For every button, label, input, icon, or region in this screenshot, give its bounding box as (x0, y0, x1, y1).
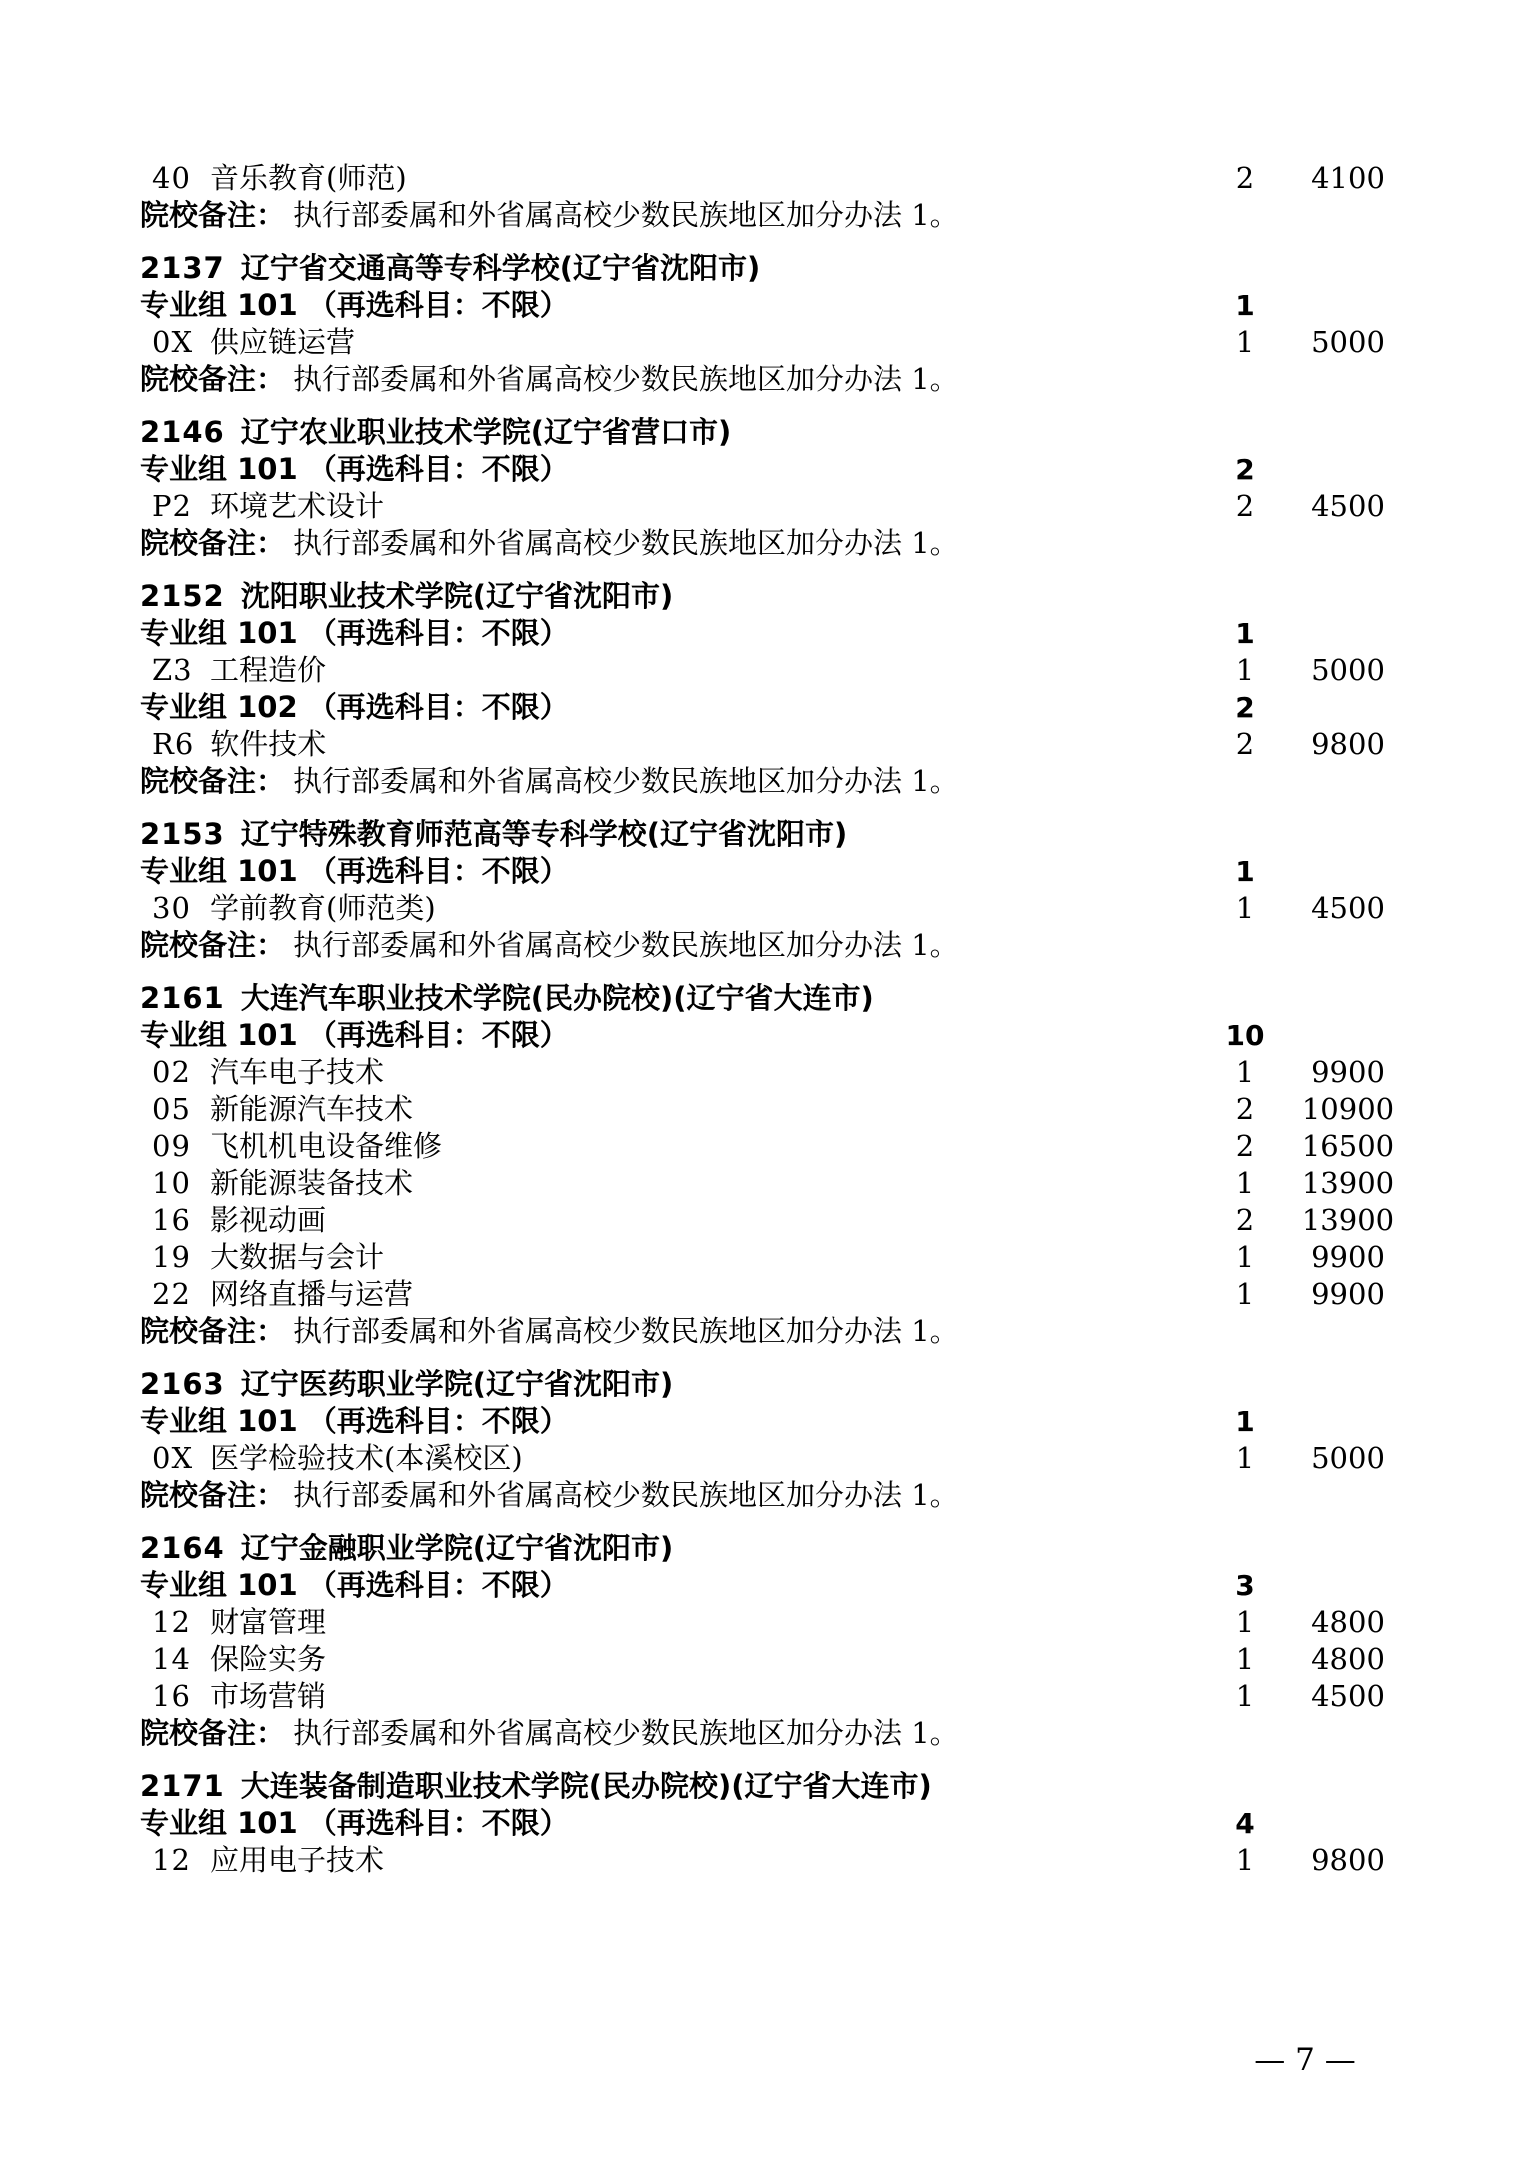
major-name: 应用电子技术 (210, 1843, 385, 1877)
major-row (0, 1239, 1517, 1276)
major-row (0, 1165, 1517, 1202)
major-row (0, 1276, 1517, 1313)
tuition-cell: 4100 (1311, 161, 1385, 195)
major-group-row (0, 451, 1517, 488)
remark-text: 执行部委属和外省属高校少数民族地区加分办法 1。 (293, 198, 959, 232)
school-header-row (0, 1768, 1517, 1805)
major-group-row (0, 287, 1517, 324)
tuition-cell: 5000 (1311, 325, 1385, 359)
major-group-label: 专业组 101 （再选科目：不限） (140, 1018, 569, 1052)
major-name: 工程造价 (210, 653, 327, 687)
major-group-label: 专业组 101 （再选科目：不限） (140, 1404, 569, 1438)
school-remark-row (0, 525, 1517, 562)
major-name: 音乐教育(师范) (210, 161, 407, 195)
remark-text: 执行部委属和外省属高校少数民族地区加分办法 1。 (293, 1716, 959, 1750)
school-header-row (0, 414, 1517, 451)
plan-count-cell: 1 (1235, 1679, 1255, 1713)
plan-count-cell: 2 (1235, 727, 1255, 761)
school-remark-row (0, 1313, 1517, 1350)
major-row (0, 1128, 1517, 1165)
remark-label: 院校备注： (140, 1478, 286, 1512)
school-code: 2153 (140, 817, 225, 851)
school-header-row (0, 1366, 1517, 1403)
tuition-cell: 9900 (1311, 1240, 1385, 1274)
plan-count-cell: 2 (1235, 691, 1255, 724)
major-row (0, 160, 1517, 197)
school-remark-row (0, 361, 1517, 398)
major-name: 影视动画 (210, 1203, 327, 1237)
major-name: 保险实务 (210, 1642, 327, 1676)
major-code: 12 (152, 1843, 191, 1877)
tuition-cell: 4500 (1311, 1679, 1385, 1713)
major-row (0, 890, 1517, 927)
plan-count-cell: 1 (1235, 1166, 1255, 1200)
plan-count-cell: 1 (1235, 891, 1255, 925)
major-row (0, 1678, 1517, 1715)
plan-count-cell: 1 (1235, 1605, 1255, 1639)
school-code: 2152 (140, 579, 225, 613)
tuition-cell: 5000 (1311, 653, 1385, 687)
plan-count-cell: 2 (1235, 1092, 1255, 1126)
school-name: 大连汽车职业技术学院(民办院校)(辽宁省大连市) (240, 981, 874, 1015)
tuition-cell: 5000 (1311, 1441, 1385, 1475)
plan-count-cell: 2 (1235, 489, 1255, 523)
tuition-cell: 9800 (1311, 1843, 1385, 1877)
tuition-cell: 4500 (1311, 891, 1385, 925)
major-name: 医学检验技术(本溪校区) (210, 1441, 523, 1475)
major-code: 0X (152, 1441, 194, 1475)
plan-count-cell: 1 (1235, 1405, 1255, 1438)
admission-plan-list (0, 160, 1517, 1879)
major-code: 02 (152, 1055, 191, 1089)
school-name: 辽宁省交通高等专科学校(辽宁省沈阳市) (240, 251, 761, 285)
major-code: 40 (152, 161, 191, 195)
major-row (0, 324, 1517, 361)
major-name: 汽车电子技术 (210, 1055, 385, 1089)
major-row (0, 1440, 1517, 1477)
major-row (0, 652, 1517, 689)
major-row (0, 1641, 1517, 1678)
major-row (0, 1091, 1517, 1128)
major-code: 05 (152, 1092, 191, 1126)
major-name: 财富管理 (210, 1605, 327, 1639)
major-code: 30 (152, 891, 191, 925)
major-row (0, 1604, 1517, 1641)
major-name: 飞机机电设备维修 (210, 1129, 443, 1163)
school-code: 2171 (140, 1769, 225, 1803)
remark-label: 院校备注： (140, 1314, 286, 1348)
major-name: 供应链运营 (210, 325, 356, 359)
major-name: 环境艺术设计 (210, 489, 385, 523)
plan-count-cell: 1 (1235, 653, 1255, 687)
plan-count-cell: 2 (1235, 1129, 1255, 1163)
major-group-label: 专业组 101 （再选科目：不限） (140, 616, 569, 650)
major-group-label: 专业组 101 （再选科目：不限） (140, 1806, 569, 1840)
major-code: P2 (152, 489, 192, 523)
tuition-cell: 4500 (1311, 489, 1385, 523)
major-code: 22 (152, 1277, 191, 1311)
school-name: 大连装备制造职业技术学院(民办院校)(辽宁省大连市) (240, 1769, 932, 1803)
plan-count-cell: 1 (1235, 289, 1255, 322)
plan-count-cell: 3 (1235, 1569, 1255, 1602)
school-remark-row (0, 197, 1517, 234)
remark-text: 执行部委属和外省属高校少数民族地区加分办法 1。 (293, 1314, 959, 1348)
remark-label: 院校备注： (140, 1716, 286, 1750)
major-row (0, 1202, 1517, 1239)
school-name: 沈阳职业技术学院(辽宁省沈阳市) (240, 579, 674, 613)
plan-count-cell: 2 (1235, 453, 1255, 486)
major-name: 新能源装备技术 (210, 1166, 414, 1200)
plan-count-cell: 10 (1225, 1019, 1265, 1052)
school-code: 2163 (140, 1367, 225, 1401)
major-group-row (0, 1017, 1517, 1054)
major-group-row (0, 689, 1517, 726)
plan-count-cell: 1 (1235, 1642, 1255, 1676)
major-code: 16 (152, 1203, 191, 1237)
major-name: 新能源汽车技术 (210, 1092, 414, 1126)
major-group-row (0, 853, 1517, 890)
school-remark-row (0, 927, 1517, 964)
remark-text: 执行部委属和外省属高校少数民族地区加分办法 1。 (293, 362, 959, 396)
remark-label: 院校备注： (140, 526, 286, 560)
major-row (0, 1054, 1517, 1091)
tuition-cell: 9900 (1311, 1277, 1385, 1311)
remark-label: 院校备注： (140, 362, 286, 396)
major-code: Z3 (152, 653, 193, 687)
major-code: 09 (152, 1129, 191, 1163)
school-name: 辽宁特殊教育师范高等专科学校(辽宁省沈阳市) (240, 817, 848, 851)
remark-label: 院校备注： (140, 928, 286, 962)
major-group-row (0, 1805, 1517, 1842)
plan-count-cell: 4 (1235, 1807, 1255, 1840)
major-name: 学前教育(师范类) (210, 891, 436, 925)
major-code: R6 (152, 727, 195, 761)
remark-text: 执行部委属和外省属高校少数民族地区加分办法 1。 (293, 928, 959, 962)
page-number: — 7 — (1254, 2042, 1356, 2078)
school-name: 辽宁农业职业技术学院(辽宁省营口市) (240, 415, 732, 449)
major-name: 软件技术 (210, 727, 327, 761)
tuition-cell: 4800 (1311, 1642, 1385, 1676)
remark-label: 院校备注： (140, 198, 286, 232)
tuition-cell: 4800 (1311, 1605, 1385, 1639)
major-name: 网络直播与运营 (210, 1277, 414, 1311)
school-name: 辽宁金融职业学院(辽宁省沈阳市) (240, 1531, 674, 1565)
tuition-cell: 13900 (1301, 1166, 1395, 1200)
major-group-label: 专业组 102 （再选科目：不限） (140, 690, 569, 724)
major-name: 市场营销 (210, 1679, 327, 1713)
school-name: 辽宁医药职业学院(辽宁省沈阳市) (240, 1367, 674, 1401)
plan-count-cell: 1 (1235, 1277, 1255, 1311)
remark-text: 执行部委属和外省属高校少数民族地区加分办法 1。 (293, 526, 959, 560)
school-remark-row (0, 1715, 1517, 1752)
plan-count-cell: 1 (1235, 855, 1255, 888)
plan-count-cell: 1 (1235, 617, 1255, 650)
major-group-label: 专业组 101 （再选科目：不限） (140, 288, 569, 322)
major-code: 14 (152, 1642, 191, 1676)
school-header-row (0, 980, 1517, 1017)
school-remark-row (0, 763, 1517, 800)
major-group-row (0, 615, 1517, 652)
plan-count-cell: 1 (1235, 1843, 1255, 1877)
tuition-cell: 13900 (1301, 1203, 1395, 1237)
school-code: 2137 (140, 251, 225, 285)
plan-count-cell: 1 (1235, 325, 1255, 359)
school-header-row (0, 250, 1517, 287)
major-row (0, 488, 1517, 525)
major-code: 10 (152, 1166, 191, 1200)
plan-count-cell: 1 (1235, 1240, 1255, 1274)
major-group-label: 专业组 101 （再选科目：不限） (140, 1568, 569, 1602)
school-header-row (0, 578, 1517, 615)
school-header-row (0, 816, 1517, 853)
tuition-cell: 9900 (1311, 1055, 1385, 1089)
major-code: 16 (152, 1679, 191, 1713)
tuition-cell: 10900 (1301, 1092, 1395, 1126)
school-remark-row (0, 1477, 1517, 1514)
major-row (0, 726, 1517, 763)
school-header-row (0, 1530, 1517, 1567)
plan-count-cell: 2 (1235, 1203, 1255, 1237)
major-group-label: 专业组 101 （再选科目：不限） (140, 854, 569, 888)
school-code: 2161 (140, 981, 225, 1015)
plan-count-cell: 2 (1235, 161, 1255, 195)
remark-text: 执行部委属和外省属高校少数民族地区加分办法 1。 (293, 764, 959, 798)
plan-count-cell: 1 (1235, 1441, 1255, 1475)
major-group-row (0, 1403, 1517, 1440)
major-code: 12 (152, 1605, 191, 1639)
major-group-row (0, 1567, 1517, 1604)
remark-text: 执行部委属和外省属高校少数民族地区加分办法 1。 (293, 1478, 959, 1512)
major-group-label: 专业组 101 （再选科目：不限） (140, 452, 569, 486)
major-code: 19 (152, 1240, 191, 1274)
remark-label: 院校备注： (140, 764, 286, 798)
major-row (0, 1842, 1517, 1879)
school-code: 2164 (140, 1531, 225, 1565)
plan-count-cell: 1 (1235, 1055, 1255, 1089)
major-name: 大数据与会计 (210, 1240, 385, 1274)
tuition-cell: 9800 (1311, 727, 1385, 761)
school-code: 2146 (140, 415, 225, 449)
major-code: 0X (152, 325, 194, 359)
tuition-cell: 16500 (1301, 1129, 1395, 1163)
